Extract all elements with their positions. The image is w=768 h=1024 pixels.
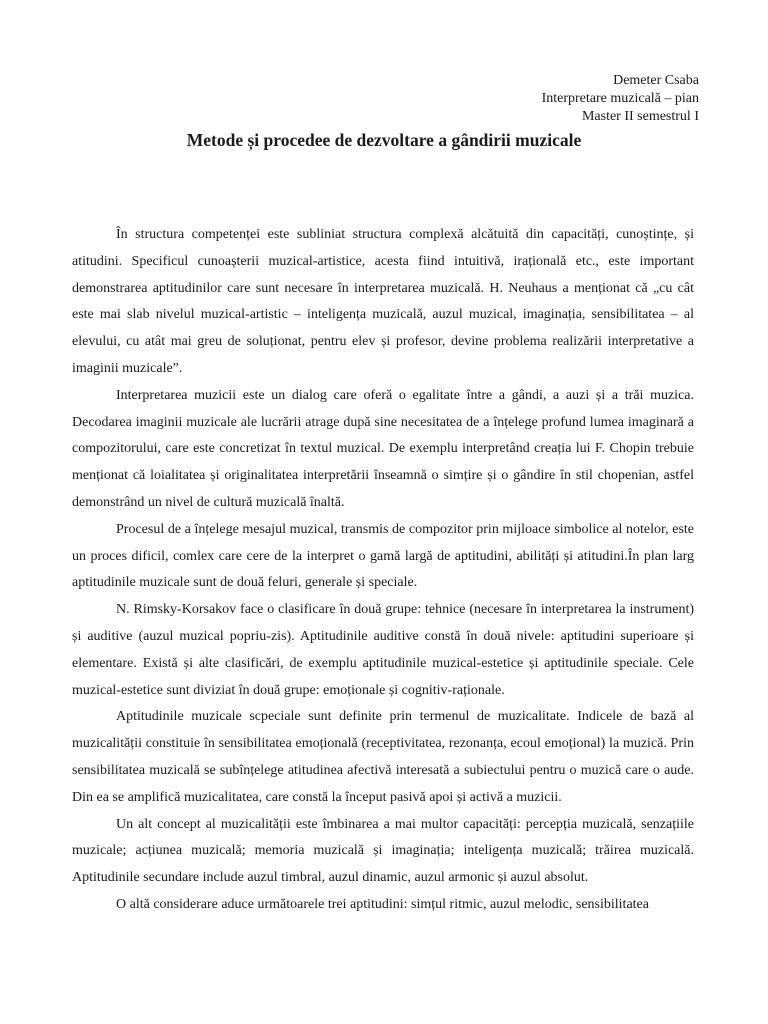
- author-block: [542, 72, 699, 126]
- paragraph: N. Rimsky-Korsakov face o clasificare în două grupe: tehnice (necesare în interpretarea la instrument) și auditive (auzul muzical popriu-zis). Aptitudinile auditive constă în două nivele: aptitudini superioare și elementare. Există și alte clasificări, de exemplu aptitudinile muzical-estetice și aptitudinile speciale. Cele muzical-estetice sunt diviziat în două grupe: emoționale și cognitiv-raționale.: [72, 602, 694, 698]
- paragraph: O altă considerare aduce următoarele trei aptitudini: simțul ritmic, auzul melodic, sensibilitatea: [116, 896, 649, 912]
- author-level: Master II semestrul I: [581, 109, 699, 124]
- paragraph: Procesul de a înțelege mesajul muzical, transmis de compozitor prin mijloace simbolice al notelor, este un proces dificil, comlex care cere de la interpret o gamă largă de aptitudini, abilități și atitudini.În plan larg aptitudinile muzicale sunt de două feluri, generale și speciale.: [72, 521, 694, 591]
- paragraph: Aptitudinile muzicale scpeciale sunt definite prin termenul de muzicalitate. Indicele de bază al muzicalității constituie în sensibilitatea emoțională (receptivitatea, rezonanța, ecoul emoțional) la muzică. Prin sensibilitatea muzicală se subînțelege atitudinea afectivă interesată a subiectului pentru o muzică care o aude. Din ea se amplifică muzicalitatea, care constă la început pasivă apoi și activă a muzicii.: [72, 709, 694, 805]
- document-title: Metode și procedee de dezvoltare a gândirii muzicale: [186, 130, 582, 150]
- paragraph: Interpretarea muzicii este un dialog care oferă o egalitate între a gândi, a auzi și a trăi muzica. Decodarea imaginii muzicale ale lucrării atrage după sine necesitatea de a înțelege profund lumea imaginară a compozitorului, care este concretizat în textul muzical. De exemplu interpretând creația lui F. Chopin trebuie menționat că loialitatea și originalitatea interpretării înseamnă o simțire și o gândire în stil chopenian, astfel demonstrând un nivel de cultură muzicală înaltă.: [72, 387, 694, 510]
- paragraph: Un alt concept al muzicalității este îmbinarea a mai multor capacități: percepția muzicală, senzațiile muzicale; acțiunea muzicală; memoria muzicală și imaginația; inteligența muzicală; trăirea muzicală. Aptitudinile secundare include auzul timbral, auzul dinamic, auzul armonic și auzul absolut.: [72, 816, 694, 886]
- author-name: Demeter Csaba: [613, 73, 699, 88]
- document-body: [72, 222, 694, 919]
- paragraph: În structura competenței este subliniat structura complexă alcătuită din capacități, cunoștințe, și atitudini. Specificul cunoașterii muzical-artistice, acesta fiind intuitivă, irațională etc., este important demonstrarea aptitudinilor care sunt necesare în interpretarea muzicală. H. Neuhaus a menționat că „cu cât este mai slab nivelul muzical-artistic – inteligența muzicală, auzul muzical, imaginația, sensibilitatea – al elevului, cu atât mai greu de soluționat, pentru elev și profesor, devine problema realizării interpretative a imaginii muzicale”.: [72, 227, 694, 376]
- author-program: Interpretare muzicală – pian: [541, 91, 699, 106]
